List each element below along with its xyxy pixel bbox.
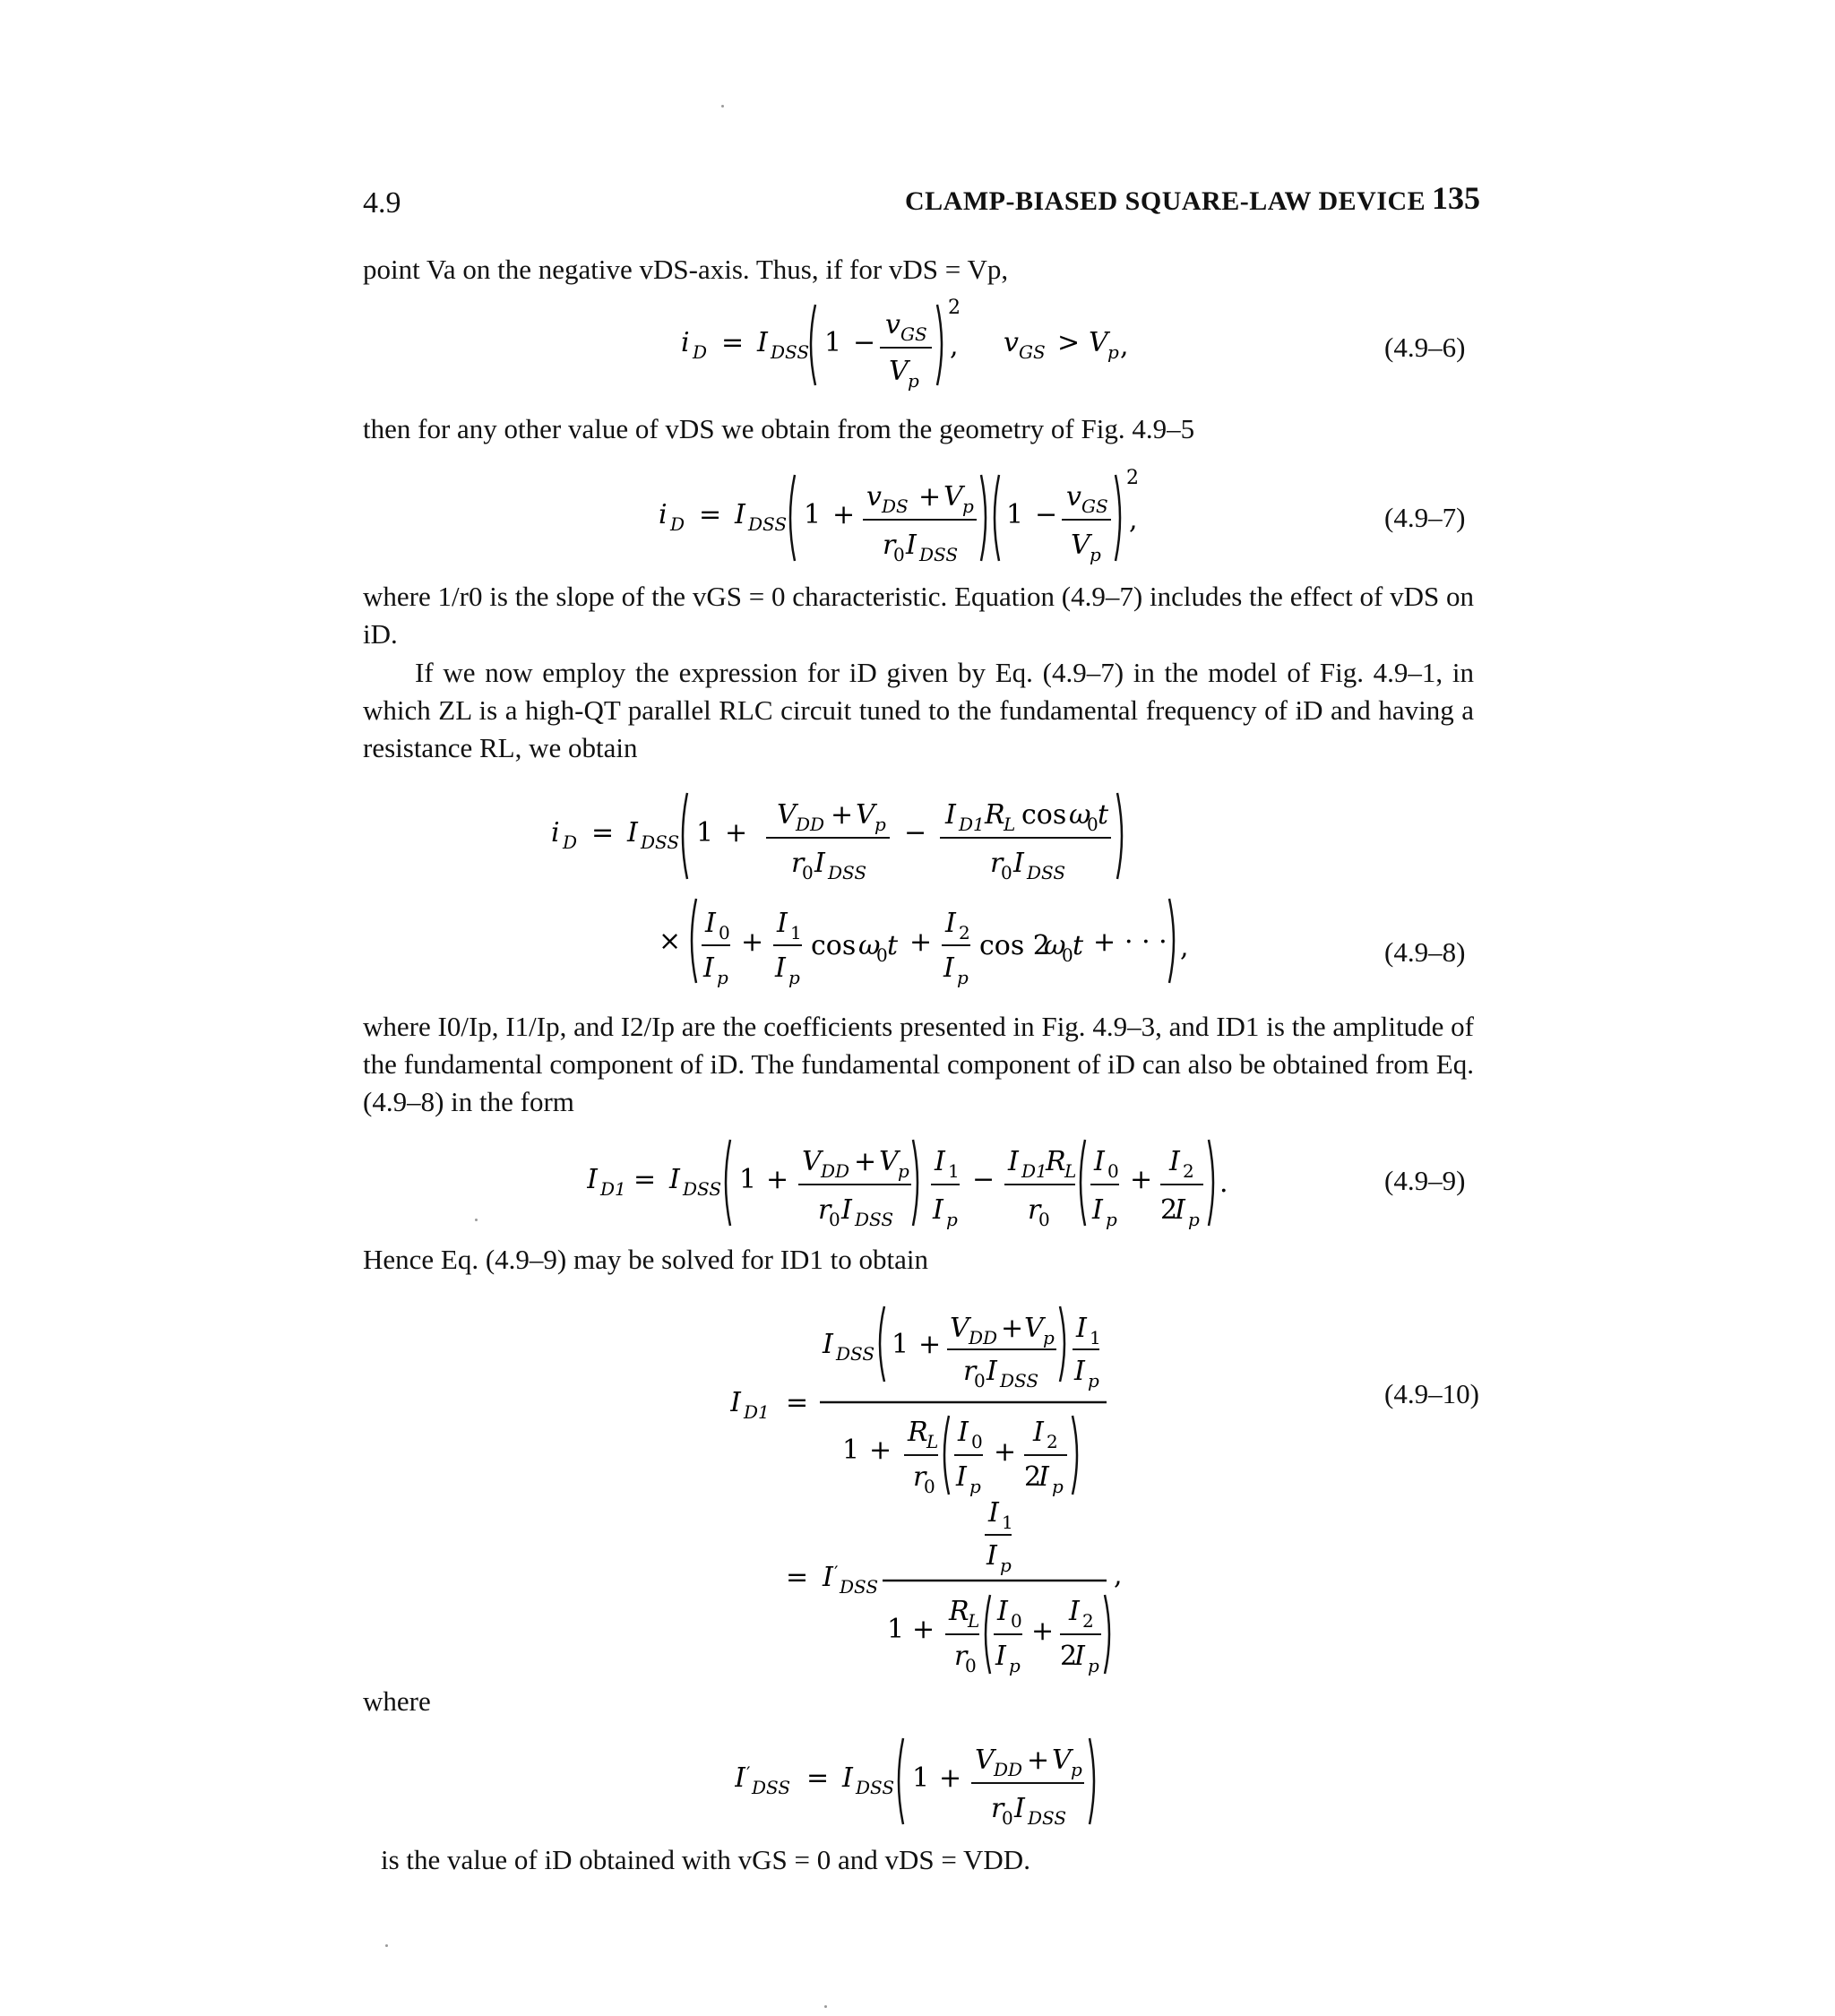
svg-text:p: p (1071, 1759, 1082, 1780)
svg-text:−: − (1035, 499, 1058, 530)
svg-text:I: I (956, 1461, 967, 1493)
paragraph-2: then for any other value of vDS we obtain from the geometry of Fig. 4.9–5 (363, 413, 1195, 444)
paragraph-7: where (363, 1685, 431, 1717)
svg-text:p: p (962, 495, 974, 517)
svg-text:GS: GS (1081, 495, 1108, 517)
svg-text:.: . (1219, 1167, 1228, 1199)
svg-text:p: p (1107, 341, 1119, 363)
section-number: 4.9 (363, 186, 401, 220)
svg-text:0: 0 (876, 944, 888, 966)
svg-text:cos 2: cos 2 (979, 930, 1050, 961)
scan-speck (475, 1219, 478, 1221)
svg-text:R: R (1046, 1146, 1066, 1177)
svg-text:I: I (997, 1596, 1008, 1627)
svg-text:D1: D1 (600, 1178, 626, 1200)
svg-text:I: I (1033, 1417, 1044, 1448)
svg-text:DD: DD (796, 814, 825, 835)
svg-text:+: + (994, 1436, 1017, 1468)
svg-text:+: + (939, 1762, 962, 1794)
svg-text:−: − (904, 817, 927, 849)
svg-text:v: v (1004, 327, 1019, 358)
svg-text:0: 0 (719, 922, 730, 943)
svg-text:2: 2 (959, 922, 970, 943)
svg-text:I: I (935, 1146, 945, 1177)
svg-text:+: + (918, 481, 942, 513)
svg-text:p: p (908, 370, 919, 392)
svg-text:r: r (991, 1793, 1004, 1824)
svg-text:D: D (693, 341, 708, 363)
svg-text:2: 2 (1183, 1160, 1194, 1182)
svg-text:0: 0 (971, 1431, 983, 1452)
equation-idss-prime (735, 1729, 1138, 1832)
svg-text:1: 1 (804, 499, 822, 530)
svg-text:0: 0 (1038, 1209, 1050, 1230)
scan-speck (385, 1944, 388, 1947)
svg-text:1: 1 (892, 1329, 909, 1360)
svg-text:cos: cos (811, 930, 857, 961)
svg-text:R: R (949, 1596, 969, 1627)
svg-text:−: − (972, 1164, 995, 1195)
svg-text:I: I (945, 908, 956, 939)
svg-text:1: 1 (824, 327, 842, 358)
svg-text:I: I (669, 1164, 680, 1195)
svg-text:I: I (841, 1194, 852, 1226)
svg-text:D1: D1 (1021, 1160, 1047, 1182)
svg-text:ω: ω (1069, 799, 1091, 831)
paragraph-3: where 1/r0 is the slope of the vGS = 0 characteristic. Equation (4.9–7) includes the effect of vDS on iD. (363, 581, 1474, 650)
running-title: CLAMP-BIASED SQUARE-LAW DEVICE (905, 186, 1426, 216)
svg-text:p: p (957, 967, 969, 988)
svg-text:+: + (1027, 1745, 1050, 1776)
svg-text:+: + (1001, 1313, 1024, 1344)
svg-text:V: V (879, 1146, 899, 1177)
svg-text:,: , (1120, 331, 1129, 362)
svg-text:1: 1 (739, 1164, 757, 1195)
svg-text:r: r (913, 1461, 926, 1493)
svg-text:+: + (909, 926, 933, 958)
svg-text:1: 1 (1090, 1327, 1101, 1348)
svg-text:1: 1 (912, 1762, 930, 1794)
svg-text:V: V (1024, 1313, 1044, 1344)
svg-text:p: p (1052, 1476, 1064, 1497)
svg-text:DSS: DSS (1027, 862, 1066, 883)
svg-text:p: p (898, 1160, 909, 1182)
svg-text:v: v (885, 309, 900, 340)
svg-text:p: p (788, 967, 800, 988)
svg-text:0: 0 (893, 544, 905, 565)
svg-text:1: 1 (790, 922, 802, 943)
svg-text:×: × (659, 926, 682, 957)
svg-text:I: I (1069, 1596, 1080, 1627)
svg-text:i: i (659, 499, 668, 530)
svg-text:· · ·: · · · (1124, 926, 1167, 958)
paragraph-8: is the value of iD obtained with vGS = 0 and vDS = VDD. (381, 1844, 1030, 1875)
svg-text:I: I (703, 952, 714, 984)
svg-text:I: I (735, 1762, 745, 1794)
svg-text:GS: GS (900, 323, 927, 345)
svg-text:I: I (823, 1562, 833, 1593)
svg-text:I: I (906, 530, 917, 561)
svg-text:I: I (823, 1329, 833, 1360)
svg-text:I: I (1014, 1793, 1025, 1824)
svg-text:L: L (1004, 814, 1016, 835)
svg-text:,: , (1114, 1560, 1123, 1591)
svg-text:I: I (1013, 848, 1024, 879)
svg-text:DSS: DSS (748, 513, 788, 535)
svg-text:1: 1 (842, 1434, 860, 1466)
svg-text:=: = (633, 1164, 657, 1195)
svg-text:L: L (968, 1610, 980, 1632)
svg-text:1: 1 (887, 1614, 905, 1645)
svg-text:i: i (551, 817, 560, 849)
page-number: 135 (1432, 180, 1480, 216)
svg-text:v: v (866, 481, 882, 513)
svg-text:R: R (908, 1417, 928, 1448)
svg-text:D1: D1 (959, 814, 985, 835)
svg-text:I: I (730, 1387, 741, 1418)
svg-text:D1: D1 (744, 1401, 770, 1423)
svg-text:2: 2 (1047, 1431, 1058, 1452)
svg-text:V: V (777, 799, 797, 831)
svg-text:I: I (1074, 1356, 1085, 1387)
svg-text:+: + (1093, 926, 1116, 958)
svg-text:I: I (1008, 1146, 1019, 1177)
svg-text:1: 1 (1006, 499, 1024, 530)
svg-text:+: + (918, 1329, 942, 1360)
svg-text:+: + (869, 1434, 892, 1466)
svg-text:−: − (853, 327, 876, 358)
svg-text:DSS: DSS (683, 1178, 722, 1200)
svg-text:p: p (1000, 1555, 1012, 1576)
svg-text:DSS: DSS (856, 1777, 895, 1798)
svg-text:p: p (717, 967, 728, 988)
paragraph-4: If we now employ the expression for iD given by Eq. (4.9–7) in the model of Fig. 4.9–1, in which ZL is a high-QT parallel RLC circuit tuned to the fundamental frequency of iD and having a resistance RL, we obtain (363, 657, 1474, 763)
svg-text:,: , (1180, 932, 1189, 963)
svg-text:r: r (791, 848, 805, 879)
svg-text:r: r (990, 848, 1004, 879)
svg-text:0: 0 (1107, 1160, 1119, 1182)
svg-text:=: = (591, 817, 615, 849)
svg-text:I: I (627, 817, 638, 849)
svg-text:t: t (1073, 930, 1084, 961)
svg-text:DSS: DSS (1028, 1807, 1067, 1829)
svg-text:V: V (889, 356, 909, 387)
svg-text:r: r (954, 1641, 968, 1672)
svg-text:DD: DD (969, 1327, 998, 1348)
svg-text:DS: DS (882, 495, 909, 517)
svg-text:2: 2 (948, 297, 961, 319)
svg-text:I: I (775, 952, 786, 984)
svg-text:I: I (1169, 1146, 1180, 1177)
svg-text:1: 1 (948, 1160, 960, 1182)
svg-text:p: p (1043, 1327, 1055, 1348)
svg-text:DSS: DSS (771, 341, 810, 363)
svg-text:p: p (1009, 1655, 1021, 1676)
svg-text:=: = (786, 1562, 809, 1593)
svg-text:GS: GS (1019, 341, 1046, 363)
svg-text:p: p (1090, 544, 1101, 565)
svg-text:I: I (1074, 1641, 1085, 1672)
svg-text:2: 2 (1160, 1194, 1178, 1226)
equation-number: (4.9–10) (1384, 1378, 1479, 1409)
equation-number: (4.9–9) (1384, 1165, 1466, 1196)
svg-text:+: + (912, 1614, 935, 1645)
svg-text:0: 0 (1002, 1807, 1013, 1829)
svg-text:DSS: DSS (641, 831, 680, 853)
svg-text:0: 0 (1001, 862, 1012, 883)
svg-text:v: v (1066, 481, 1081, 513)
svg-text:+: + (831, 799, 854, 831)
svg-text:t: t (887, 930, 899, 961)
paragraph-6: Hence Eq. (4.9–9) may be solved for ID1 to obtain (363, 1244, 929, 1275)
svg-text:I: I (842, 1762, 853, 1794)
svg-text:I: I (1038, 1461, 1049, 1493)
scan-speck (824, 2005, 827, 2008)
svg-text:I: I (735, 499, 745, 530)
svg-text:t: t (1098, 799, 1109, 831)
svg-text:,: , (950, 331, 959, 362)
svg-text:+: + (854, 1146, 877, 1177)
svg-text:=: = (721, 327, 745, 358)
svg-text:ω: ω (1044, 930, 1066, 961)
svg-text:p: p (1188, 1209, 1200, 1230)
svg-text:r: r (818, 1194, 831, 1226)
svg-text:I: I (958, 1417, 969, 1448)
svg-text:r: r (963, 1356, 977, 1387)
svg-text:=: = (699, 499, 722, 530)
svg-text:0: 0 (1062, 944, 1073, 966)
svg-text:+: + (725, 817, 748, 849)
svg-text:+: + (741, 926, 764, 958)
svg-text:V: V (856, 799, 875, 831)
svg-text:p: p (946, 1209, 958, 1230)
equation-4-9-10 (730, 1299, 1178, 1676)
svg-text:DSS: DSS (828, 862, 867, 883)
svg-text:2: 2 (1126, 467, 1139, 489)
svg-text:V: V (1089, 327, 1108, 358)
svg-text:2: 2 (1060, 1641, 1078, 1672)
svg-text:1: 1 (1002, 1512, 1013, 1533)
svg-text:I: I (777, 908, 788, 939)
svg-text:p: p (1088, 1655, 1099, 1676)
svg-text:DD: DD (821, 1160, 850, 1182)
equation-number: (4.9–7) (1384, 502, 1466, 533)
svg-text:DSS: DSS (1000, 1370, 1039, 1391)
svg-text:r: r (1028, 1194, 1041, 1226)
svg-text:I: I (1094, 1146, 1105, 1177)
svg-text:′: ′ (746, 1762, 751, 1784)
svg-text:=: = (786, 1387, 809, 1418)
paragraph-1: point Va on the negative vDS-axis. Thus, if for vDS = Vp, (363, 254, 1009, 285)
svg-text:+: + (1031, 1615, 1055, 1647)
svg-text:0: 0 (924, 1476, 935, 1497)
svg-text:0: 0 (974, 1370, 986, 1391)
svg-text:r: r (883, 530, 896, 561)
svg-text:I: I (1175, 1194, 1185, 1226)
equation-number: (4.9–8) (1384, 936, 1466, 968)
svg-text:I: I (757, 327, 768, 358)
svg-text:I: I (1076, 1313, 1087, 1344)
svg-text:V: V (943, 481, 963, 513)
svg-text:I: I (986, 1540, 997, 1572)
svg-text:2: 2 (1024, 1461, 1042, 1493)
svg-text:p: p (1088, 1370, 1099, 1391)
svg-text:0: 0 (1087, 814, 1098, 835)
svg-text:I: I (986, 1356, 997, 1387)
svg-text:p: p (1106, 1209, 1117, 1230)
equation-4-9-9 (587, 1131, 1268, 1234)
svg-text:L: L (1064, 1160, 1077, 1182)
svg-text:2: 2 (1082, 1610, 1094, 1632)
svg-text:0: 0 (802, 862, 814, 883)
svg-text:V: V (950, 1313, 969, 1344)
svg-text:1: 1 (696, 817, 714, 849)
svg-text:I: I (995, 1641, 1006, 1672)
svg-text:+: + (1130, 1164, 1153, 1195)
svg-text:I: I (1092, 1194, 1103, 1226)
svg-text:DSS: DSS (855, 1209, 894, 1230)
svg-text:p: p (969, 1476, 981, 1497)
svg-text:I: I (705, 908, 716, 939)
svg-text:L: L (926, 1431, 939, 1452)
scan-speck (721, 105, 724, 108)
svg-text:V: V (1052, 1745, 1072, 1776)
equation-number: (4.9–6) (1384, 332, 1466, 363)
svg-text:D: D (563, 831, 578, 853)
svg-text:0: 0 (965, 1655, 977, 1676)
svg-text:I: I (933, 1194, 943, 1226)
svg-text:,: , (1129, 504, 1138, 536)
svg-text:DSS: DSS (752, 1777, 791, 1798)
svg-text:I: I (943, 952, 954, 984)
svg-text:>: > (1057, 327, 1081, 358)
svg-text:ω: ω (858, 930, 881, 961)
svg-text:+: + (766, 1164, 789, 1195)
svg-text:0: 0 (829, 1209, 840, 1230)
equation-4-9-7 (659, 466, 1214, 569)
svg-text:V: V (975, 1745, 995, 1776)
svg-text:=: = (806, 1762, 830, 1794)
svg-text:0: 0 (1011, 1610, 1022, 1632)
svg-text:V: V (1071, 530, 1090, 561)
svg-text:cos: cos (1021, 799, 1067, 831)
svg-text:I: I (587, 1164, 598, 1195)
svg-text:DSS: DSS (840, 1576, 879, 1598)
svg-text:+: + (832, 499, 856, 530)
svg-text:I: I (814, 848, 825, 879)
svg-text:DSS: DSS (836, 1343, 875, 1365)
svg-text:I: I (945, 799, 956, 831)
equation-4-9-8 (551, 784, 1232, 999)
svg-text:DSS: DSS (919, 544, 959, 565)
paragraph-5: where I0/Ip, I1/Ip, and I2/Ip are the coefficients presented in Fig. 4.9–3, and ID1 is the amplitude of the fundamental component of iD. The fundamental component of iD can also be obtained from Eq. (4.9–8) in the form (363, 1011, 1474, 1117)
svg-text:′: ′ (834, 1562, 839, 1583)
svg-text:DD: DD (994, 1759, 1023, 1780)
svg-text:D: D (670, 513, 685, 535)
svg-text:p: p (874, 814, 886, 835)
equation-4-9-6 (681, 296, 1219, 394)
svg-text:R: R (985, 799, 1005, 831)
svg-text:i: i (681, 327, 690, 358)
svg-text:V: V (802, 1146, 822, 1177)
svg-text:I: I (988, 1497, 999, 1529)
